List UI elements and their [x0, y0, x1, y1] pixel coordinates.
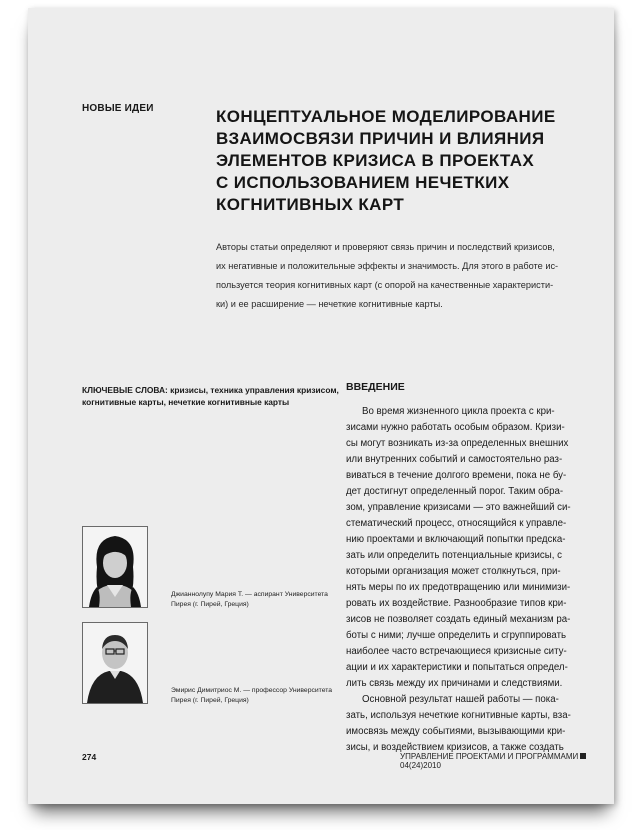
body-line: зать, используя нечеткие когнитивные карты, вза-	[346, 710, 571, 721]
author-caption-line: Пирея (г. Пирей, Греция)	[171, 601, 249, 608]
body-line: нию проектами и включающий попытки предска-	[346, 534, 566, 545]
magazine-page	[28, 8, 614, 804]
body-line: дет достигнут определенный порог. Таким обра-	[346, 486, 564, 497]
body-line: наиболее часто встречающиеся кризисные ситу-	[346, 646, 567, 657]
body-line: или внутренних событий и самостоятельно раз-	[346, 454, 563, 465]
body-line: сы могут возникать из-за определенных внешних	[346, 438, 569, 449]
keywords-line: КЛЮЧЕВЫЕ СЛОВА: кризисы, техника управления кризисом,	[82, 385, 339, 395]
body-line: зисами нужно работать особым образом. Кризи-	[346, 422, 565, 433]
body-line: зать или определить потенциальные кризисы, с	[346, 550, 562, 561]
body-line: виваться в течение долгого времени, пока не бу-	[346, 470, 567, 481]
body-text	[346, 404, 598, 756]
author-caption-line: Джианнолупу Мария Т. — аспирант Университета	[171, 591, 328, 598]
title-line: КОГНИТИВНЫХ КАРТ	[216, 195, 405, 214]
body-line: боты с ними; лучше определить и сгруппировать	[346, 630, 567, 641]
body-line: Во время жизненного цикла проекта с кри-	[362, 406, 555, 417]
rubric-label: НОВЫЕ ИДЕИ	[82, 103, 154, 114]
author-photo-1	[82, 526, 148, 608]
title-line: КОНЦЕПТУАЛЬНОЕ МОДЕЛИРОВАНИЕ	[216, 107, 556, 126]
square-bullet-icon	[580, 753, 586, 759]
issue-number: 04(24)2010	[400, 761, 441, 770]
section-heading: ВВЕДЕНИЕ	[346, 381, 405, 393]
keywords-line: когнитивные карты, нечеткие когнитивные карты	[82, 397, 290, 407]
author-caption-line: Пирея (г. Пирей, Греция)	[171, 697, 249, 704]
body-line: которыми организация может столкнуться, при-	[346, 566, 561, 577]
title-line: ЭЛЕМЕНТОВ КРИЗИСА В ПРОЕКТАХ	[216, 151, 535, 170]
body-line: ровать их воздействие. Разнообразие типов кри-	[346, 598, 567, 609]
author-caption-2	[171, 686, 332, 706]
abstract-line: их негативные и положительные эффекты и значимость. Для этого в работе ис-	[216, 261, 559, 271]
journal-footer	[400, 752, 614, 770]
abstract	[216, 238, 596, 314]
abstract-line: Авторы статьи определяют и проверяют связь причин и последствий кризисов,	[216, 242, 555, 252]
body-line: имосвязь между событиями, вызывающими кри-	[346, 726, 566, 737]
abstract-line: ки) и ее расширение — нечеткие когнитивные карты.	[216, 299, 443, 309]
body-line: лить связь между их причинами и следствиями.	[346, 678, 563, 689]
article-title	[216, 106, 576, 216]
body-line: нять меры по их предотвращению или минимизи-	[346, 582, 571, 593]
author-caption-1	[171, 590, 328, 610]
author-caption-line: Эмирис Димитриос М. — профессор Университета	[171, 687, 333, 694]
body-line: зисов не позволяет создать единый механизм ра-	[346, 614, 571, 625]
author-photo-2	[82, 622, 148, 704]
body-line: Основной результат нашей работы — пока-	[362, 694, 559, 705]
body-line: ации и их характеристики и попытаться определ-	[346, 662, 568, 673]
abstract-line: пользуется теория когнитивных карт (с опорой на качественные характеристи-	[216, 280, 554, 290]
body-line: стематический процесс, относящийся к управле-	[346, 518, 567, 529]
title-line: ВЗАИМОСВЯЗИ ПРИЧИН И ВЛИЯНИЯ	[216, 129, 545, 148]
page-number: 274	[82, 752, 97, 762]
body-line: зисы, и воздействием кризисов, а также создать	[346, 742, 564, 753]
title-line: С ИСПОЛЬЗОВАНИЕМ НЕЧЕТКИХ	[216, 173, 510, 192]
body-line: зом, управление кризисами — это важнейший си-	[346, 502, 571, 513]
keywords	[82, 384, 339, 408]
journal-name: УПРАВЛЕНИЕ ПРОЕКТАМИ И ПРОГРАММАМИ	[400, 752, 579, 761]
